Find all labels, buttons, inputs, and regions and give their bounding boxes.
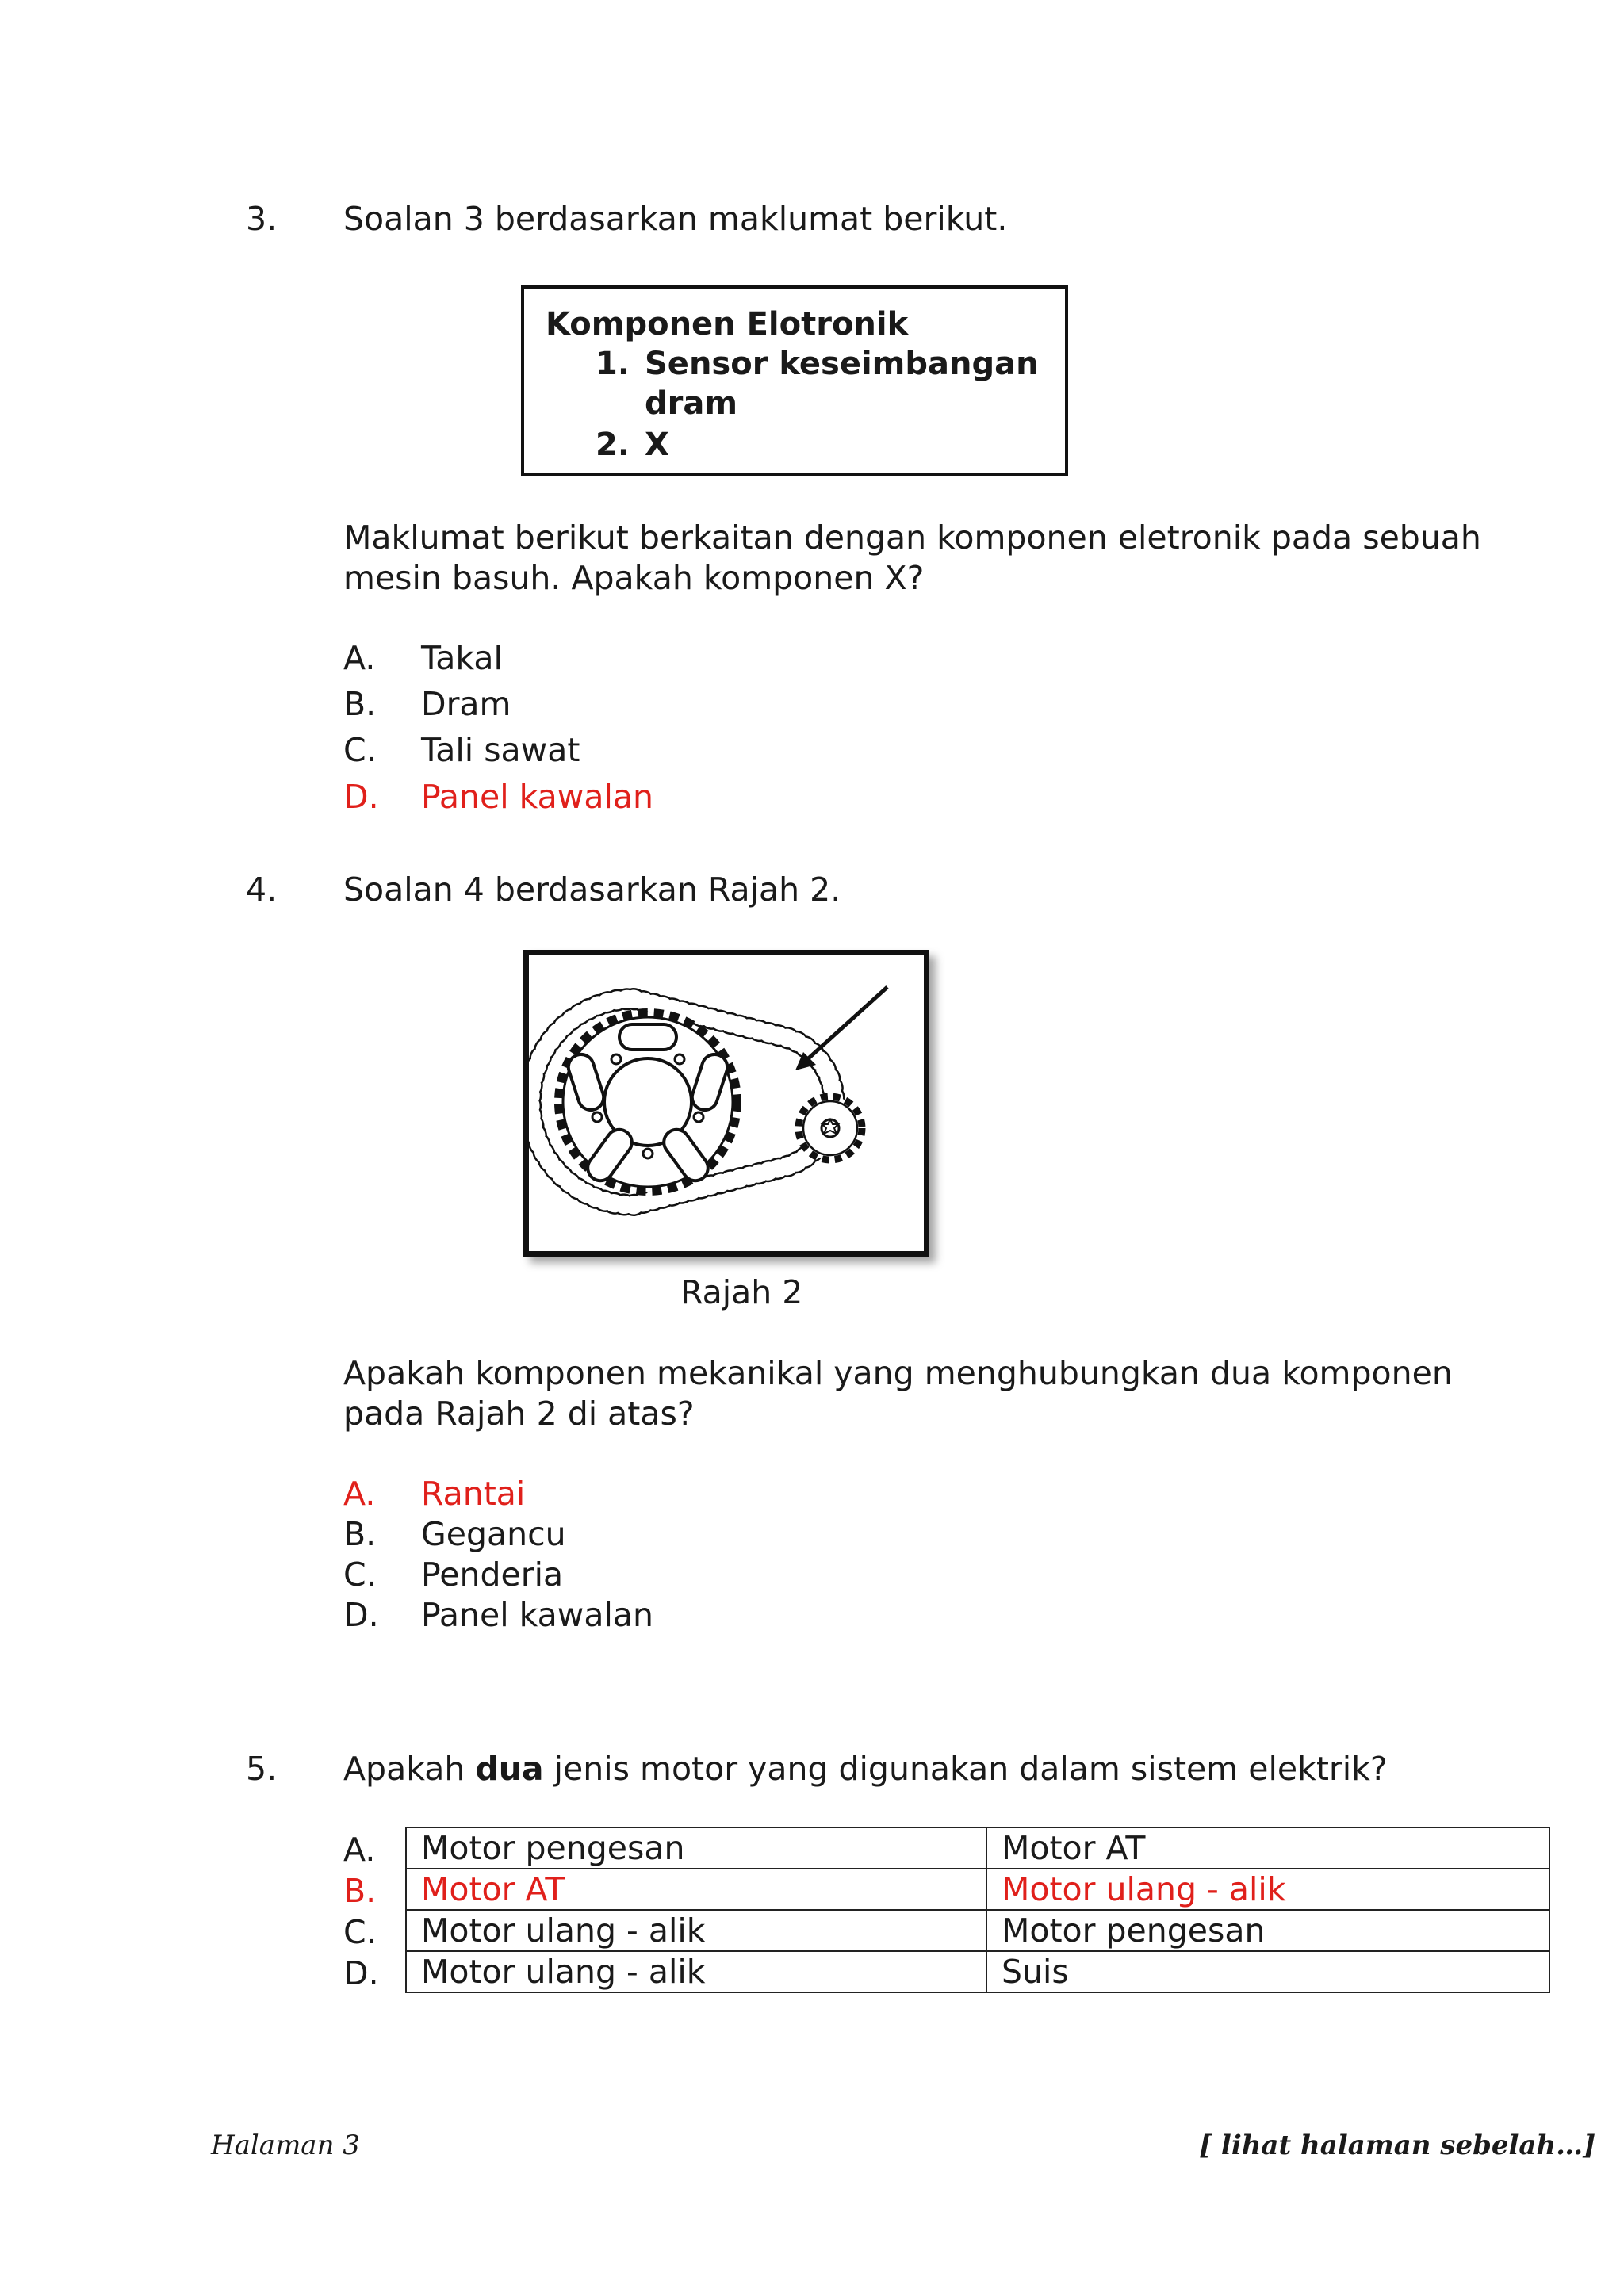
table-row xyxy=(406,1869,1549,1910)
footer-page-number: Halaman 3 xyxy=(211,2130,360,2161)
q3-option-d-letter: D. xyxy=(343,778,379,816)
table-cell: Motor ulang - alik xyxy=(406,1951,986,1992)
figure-frame xyxy=(523,950,929,1257)
q3-option-b-letter: B. xyxy=(343,685,377,723)
question-3-number: 3. xyxy=(246,200,278,238)
figure-caption: Rajah 2 xyxy=(680,1273,803,1311)
info-box-item-1-line-2: dram xyxy=(645,385,738,422)
question-4-number: 4. xyxy=(246,871,278,909)
q5-option-c-letter: C. xyxy=(343,1913,377,1951)
pointer-arrow xyxy=(795,987,887,1070)
q3-option-a-letter: A. xyxy=(343,639,376,677)
info-box-title: Komponen Elotronik xyxy=(546,306,909,342)
q3-option-c-letter: C. xyxy=(343,731,377,769)
chain-sprocket-illustration xyxy=(529,955,924,1251)
table-row xyxy=(406,1827,1549,1869)
table-cell: Motor pengesan xyxy=(986,1910,1549,1951)
answer-table xyxy=(405,1827,1550,1993)
q4-option-b-text: Gegancu xyxy=(421,1515,566,1553)
table-row xyxy=(406,1951,1549,1992)
q4-option-a-text: Rantai xyxy=(421,1475,526,1513)
info-box-item-2-text: X xyxy=(645,427,669,463)
q3-option-a-text: Takal xyxy=(421,639,503,677)
q4-option-d-text: Panel kawalan xyxy=(421,1596,653,1634)
large-sprocket xyxy=(558,1012,737,1192)
q3-option-c-text: Tali sawat xyxy=(421,731,580,769)
table-cell: Motor AT xyxy=(986,1827,1549,1869)
question-3-stem-line-1: Maklumat berikut berkaitan dengan komponen eletronik pada sebuah xyxy=(343,519,1481,557)
q4-option-c-text: Penderia xyxy=(421,1556,564,1594)
q4-option-b-letter: B. xyxy=(343,1515,377,1553)
question-4-intro: Soalan 4 berdasarkan Rajah 2. xyxy=(343,871,841,909)
q5-option-b-letter: B. xyxy=(343,1872,377,1910)
question-5-number: 5. xyxy=(246,1750,278,1788)
info-box-item-2-number: 2. xyxy=(596,427,630,463)
small-sprocket xyxy=(799,1096,862,1160)
info-box-item-1-number: 1. xyxy=(596,346,630,382)
info-box-item-1-line-1: Sensor keseimbangan xyxy=(645,346,1039,382)
question-3-intro: Soalan 3 berdasarkan maklumat berikut. xyxy=(343,200,1008,238)
q3-option-d-text: Panel kawalan xyxy=(421,778,653,816)
info-box xyxy=(521,285,1068,476)
q5-option-d-letter: D. xyxy=(343,1954,379,1992)
table-cell: Suis xyxy=(986,1951,1549,1992)
question-5-stem xyxy=(343,1748,1388,1789)
question-4-stem-line-1: Apakah komponen mekanikal yang menghubungkan dua komponen xyxy=(343,1354,1453,1392)
q3-option-b-text: Dram xyxy=(421,685,511,723)
table-row xyxy=(406,1910,1549,1951)
question-5-stem-bold: dua xyxy=(475,1750,544,1788)
table-cell: Motor AT xyxy=(406,1869,986,1910)
q4-option-a-letter: A. xyxy=(343,1475,376,1513)
q4-option-d-letter: D. xyxy=(343,1596,379,1634)
question-3-stem-line-2: mesin basuh. Apakah komponen X? xyxy=(343,559,925,597)
question-5-stem-after: jenis motor yang digunakan dalam sistem elektrik? xyxy=(543,1750,1388,1788)
table-cell: Motor ulang - alik xyxy=(986,1869,1549,1910)
q4-option-c-letter: C. xyxy=(343,1556,377,1594)
q5-option-a-letter: A. xyxy=(343,1831,376,1869)
table-cell: Motor pengesan xyxy=(406,1827,986,1869)
question-4-stem-line-2: pada Rajah 2 di atas? xyxy=(343,1395,695,1433)
table-cell: Motor ulang - alik xyxy=(406,1910,986,1951)
footer-next-page: [ lihat halaman sebelah…] xyxy=(1199,2130,1596,2161)
question-5-stem-before: Apakah xyxy=(343,1750,476,1788)
